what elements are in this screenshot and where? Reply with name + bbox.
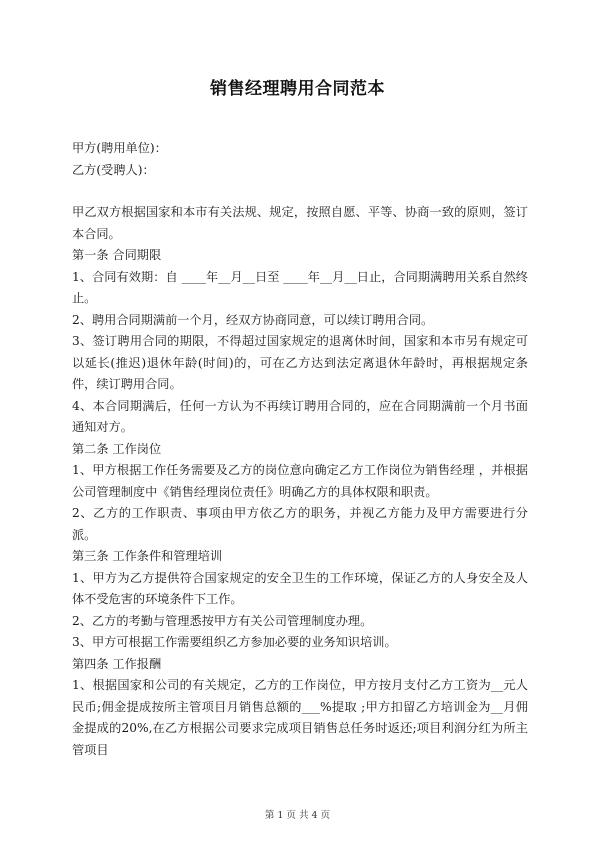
spacer (72, 181, 528, 202)
article-4-heading: 第四条 工作报酬 (72, 656, 162, 671)
article-4-clause-1: 1、根据国家和公司的有关规定，乙方的工作岗位，甲方按月支付乙方工资为__元人民币;佣金提成按所主管项目月销售总额的___%提取 ;甲方扣留乙方培训金为__月佣金提成的20%,在乙方根据公司要求完成项目销售总任务时返还;项目利润分红为所主管项目 (72, 678, 528, 757)
article-1-clause-4: 4、本合同期满后，任何一方认为不再续订聘用合同的，应在合同期满前一个月书面通知对方。 (72, 398, 528, 434)
article-2-clause-1: 1、甲方根据工作任务需要及乙方的岗位意向确定乙方工作岗位为销售经理 ，并根据公司管理制度中《销售经理岗位责任》明确乙方的具体权限和职责。 (72, 463, 528, 499)
document-body (72, 138, 528, 761)
article-3-clause-2: 2、乙方的考勤与管理悉按甲方有关公司管理制度办理。 (72, 613, 373, 628)
page-title: 销售经理聘用合同范本 (210, 79, 385, 99)
article-2-clause-2: 2、乙方的工作职责、事项由甲方依乙方的职务，并视乙方能力及甲方需要进行分派。 (72, 506, 528, 542)
article-1-heading: 第一条 合同期限 (72, 248, 162, 262)
article-1-clause-1: 1、合同有效期：自 ____年__月__日至 ____年__月__日止，合同期满聘用关系自然终止。 (72, 269, 528, 305)
page-number: 第 1 页 共 4 页 (264, 810, 331, 821)
article-3-clause-3: 3、甲方可根据工作需要组织乙方参加必要的业务知识培训。 (72, 635, 397, 649)
article-1-clause-2: 2、聘用合同期满前一个月，经双方协商同意，可以续订聘用合同。 (72, 312, 434, 327)
party-a-line: 甲方(聘用单位)： (72, 141, 167, 155)
party-b-line: 乙方(受聘人)： (72, 162, 155, 177)
article-2-heading: 第二条 工作岗位 (72, 441, 162, 456)
intro-paragraph: 甲乙双方根据国家和本市有关法规、规定，按照自愿、平等、协商一致的原则，签订本合同。 (72, 205, 528, 241)
article-1-clause-3: 3、签订聘用合同的期限，不得超过国家规定的退离休时间，国家和本市另有规定可以延长(推迟)退休年龄(时间)的，可在乙方达到法定离退休年龄时，再根据规定条件，续订聘用合同。 (72, 334, 528, 391)
article-3-clause-1: 1、甲方为乙方提供符合国家规定的安全卫生的工作环境，保证乙方的人身安全及人体不受危害的环境条件下工作。 (72, 570, 528, 606)
article-3-heading: 第三条 工作条件和管理培训 (72, 549, 223, 563)
